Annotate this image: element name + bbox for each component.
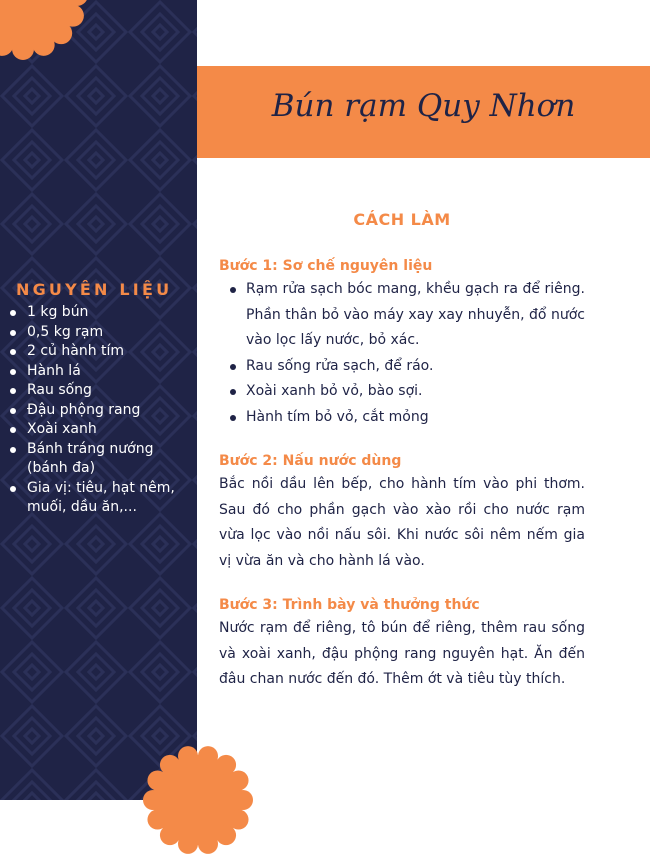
ingredient-item: Hành lá xyxy=(8,362,197,382)
ingredients-list xyxy=(8,303,197,518)
ingredient-item: Bánh tráng nướng (bánh đa) xyxy=(8,440,197,479)
step1-list xyxy=(219,277,585,430)
title-banner xyxy=(197,66,650,158)
ingredients-heading: NGUYÊN LIỆU xyxy=(16,280,173,299)
step1-item: Rau sống rửa sạch, để ráo. xyxy=(219,354,585,380)
ingredient-item: Đậu phộng rang xyxy=(8,401,197,421)
step1-item: Rạm rửa sạch bóc mang, khều gạch ra để riêng. Phần thân bỏ vào máy xay xay nhuyễn, đổ nước vào lọc lấy nước, bỏ xác. xyxy=(219,277,585,354)
step3-title: Bước 3: Trình bày và thưởng thức xyxy=(219,597,480,613)
ingredient-item: Gia vị: tiêu, hạt nêm, muối, dầu ăn,... xyxy=(8,479,197,518)
step1-title: Bước 1: Sơ chế nguyên liệu xyxy=(219,258,433,274)
decorative-scalloped-circle-top xyxy=(0,0,88,60)
page-title: Bún rạm Quy Nhơn xyxy=(271,88,576,124)
ingredient-item: Rau sống xyxy=(8,381,197,401)
ingredient-item: Xoài xanh xyxy=(8,420,197,440)
ingredient-item: 2 củ hành tím xyxy=(8,342,197,362)
decorative-scalloped-circle-bottom xyxy=(143,745,253,855)
method-heading: CÁCH LÀM xyxy=(353,210,451,229)
sidebar xyxy=(0,0,197,800)
ingredient-item: 0,5 kg rạm xyxy=(8,323,197,343)
step1-item: Hành tím bỏ vỏ, cắt mỏng xyxy=(219,405,585,431)
step2-text: Bắc nồi dầu lên bếp, cho hành tím vào phi thơm. Sau đó cho phần gạch vào xào rồi cho nước rạm vừa lọc vào nồi nấu sôi. Khi nước sôi nêm nếm gia vị vừa ăn và cho hành lá vào. xyxy=(219,476,585,569)
step2-title: Bước 2: Nấu nước dùng xyxy=(219,453,402,469)
step1-item: Xoài xanh bỏ vỏ, bào sợi. xyxy=(219,379,585,405)
ingredient-item: 1 kg bún xyxy=(8,303,197,323)
method-section xyxy=(219,205,585,713)
step3-text: Nước rạm để riêng, tô bún để riêng, thêm rau sống và xoài xanh, đậu phộng rang nguyên hạt. Ăn đến đâu chan nước đến đó. Thêm ớt và tiêu tùy thích. xyxy=(219,620,585,687)
